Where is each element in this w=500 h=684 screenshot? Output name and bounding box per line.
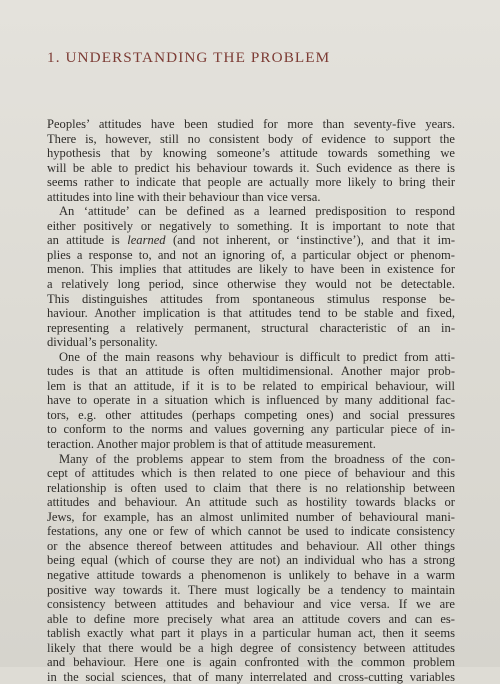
text-line: relationship is often used to claim that there is no relationship between (47, 480, 455, 495)
text-line: An ‘attitude’ can be defined as a learned predisposition to respond (59, 204, 455, 219)
text-line: consistency between attitudes and behaviour and vice versa. If we are (47, 597, 455, 612)
text-line: negative attitude towards a phenomenon is unlikely to behave in a warm (47, 567, 455, 582)
paragraph (47, 117, 455, 204)
text-segment: (and not inherent, or ‘instinctive’), and that it im- (165, 233, 456, 248)
text-line: tors, e.g. other attitudes (perhaps competing ones) and social pressures (47, 407, 455, 422)
paragraph (47, 350, 455, 452)
text-line: There is, however, still no consistent body of evidence to support the (47, 131, 455, 146)
text-line: Many of the problems appear to stem from the broadness of the con- (59, 451, 455, 466)
text-line: teraction. Another major problem is that of attitude measurement. (47, 437, 376, 452)
text-line: lem is that an attitude, if it is to be related to empirical behaviour, will (47, 378, 455, 393)
text-line: tudes is that an attitude is often multidimensional. Another major prob- (47, 364, 455, 379)
text-line: to conform to the norms and values governing any particular piece of in- (47, 422, 455, 437)
text-line: One of the main reasons why behaviour is difficult to predict from atti- (59, 349, 455, 364)
text-line: likely that there would be a high degree of consistency between attitudes (47, 640, 455, 655)
text-line: being equal (which of course they are not) an individual who has a strong (47, 553, 455, 568)
text-line: either positively or negatively to something. It is important to note that (47, 218, 455, 233)
chapter-body (47, 117, 455, 684)
text-line: representing a relatively permanent, structural characteristic of an in- (47, 320, 455, 335)
text-line: in the social sciences, that of many interrelated and cross-cutting variables (47, 669, 455, 684)
text-line: plies a response to, and not an ignoring of, a particular object or phenom- (47, 247, 455, 262)
text-line: Jews, for example, has an almost unlimited number of behavioural mani- (47, 509, 455, 524)
text-segment: an attitude is (47, 233, 128, 248)
text-line: Peoples’ attitudes have been studied for more than seventy-five years. (47, 117, 455, 131)
text-line: attitudes and behaviour. An attitude such as hostility towards blacks or (47, 495, 455, 510)
text-line: hypothesis that by knowing someone’s attitude towards something we (47, 146, 455, 161)
text-line: dividual’s personality. (47, 335, 158, 350)
text-line: have to operate in a situation which is influenced by many additional fac- (47, 393, 455, 408)
paragraph (47, 452, 455, 684)
text-line: and behaviour. Here one is again confronted with the common problem (47, 655, 455, 670)
text-line: seems rather to indicate that people are actually more likely to bring their (47, 175, 455, 190)
text-line: or the absence thereof between attitudes and behaviour. All other things (47, 538, 455, 553)
text-line: attitudes into line with their behaviour than vice versa. (47, 189, 321, 204)
text-line: This distinguishes attitudes from spontaneous stimulus response be- (47, 291, 455, 306)
text-line: positive way towards it. There must logically be a tendency to maintain (47, 582, 455, 597)
text-line: haviour. Another implication is that attitudes tend to be stable and fixed, (47, 306, 455, 321)
text-line: will be able to predict his behaviour towards it. Such evidence as there is (47, 160, 455, 175)
chapter-heading: 1. UNDERSTANDING THE PROBLEM (47, 49, 331, 66)
text-line: a relatively long period, since otherwise they would not be detectable. (47, 277, 455, 292)
paragraph (47, 204, 455, 349)
emphasized-word: learned (127, 233, 166, 248)
text-line: menon. This implies that attitudes are likely to have been in existence for (47, 262, 455, 277)
text-line: festations, any one or few of which cannot be used to indicate consistency (47, 524, 455, 539)
text-line: able to define more precisely what area an attitude covers and can es- (47, 611, 455, 626)
text-line: tablish exactly what part it plays in a particular human act, then it seems (47, 626, 455, 641)
text-line (47, 233, 455, 248)
text-line: cept of attitudes which is then related to one piece of behaviour and this (47, 466, 455, 481)
